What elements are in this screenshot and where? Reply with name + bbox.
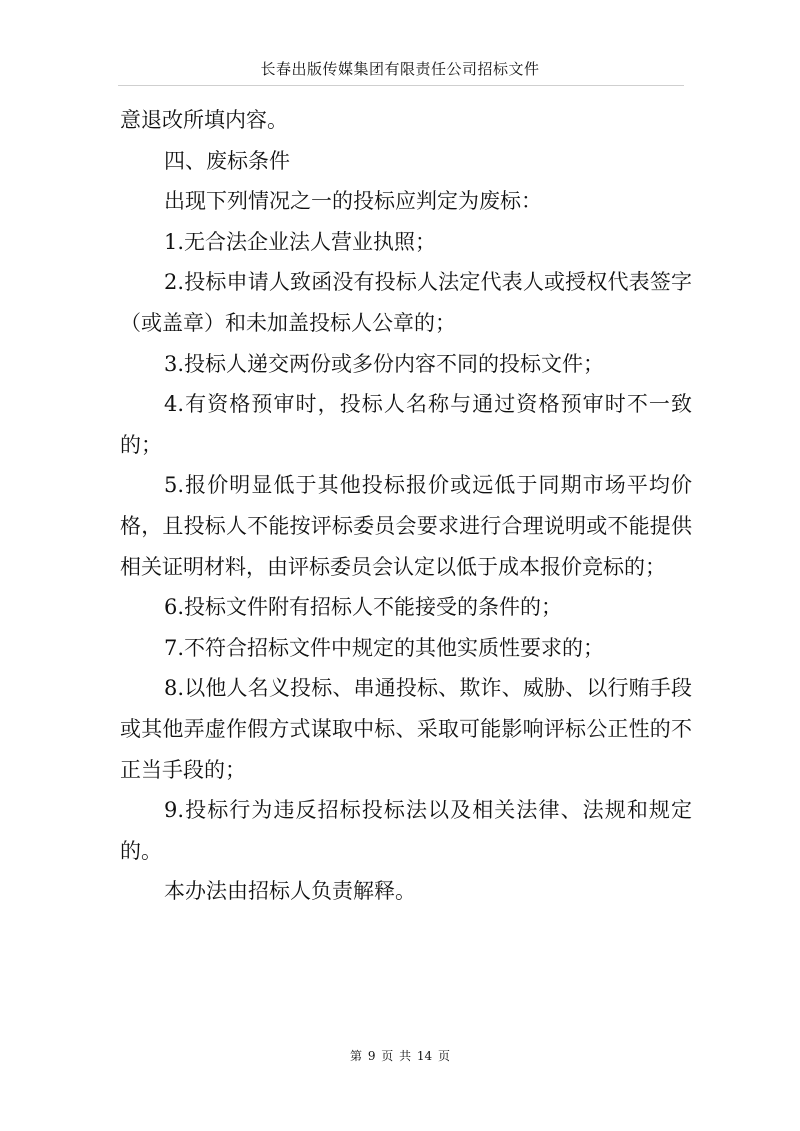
list-item-9: 9.投标行为违反招标投标法以及相关法律、法规和规定的。 (120, 798, 692, 863)
list-item-8: 8.以他人名义投标、串通投标、欺诈、威胁、以行贿手段或其他弄虚作假方式谋取中标、采取可能影响评标公正性的不正当手段的； (120, 676, 692, 782)
paragraph-intro: 出现下列情况之一的投标应判定为废标： (164, 189, 542, 214)
document-body (120, 100, 692, 912)
list-item-4: 4.有资格预审时，投标人名称与通过资格预审时不一致的； (120, 392, 692, 457)
list-item-3: 3.投标人递交两份或多份内容不同的投标文件； (164, 351, 605, 376)
list-item-6: 6.投标文件附有招标人不能接受的条件的； (164, 595, 563, 620)
header-divider (118, 85, 684, 86)
page-number: 第 9 页 共 14 页 (350, 1049, 450, 1063)
paragraph-continuation: 意退改所填内容。 (120, 108, 288, 132)
closing-statement: 本办法由招标人负责解释。 (164, 879, 416, 904)
list-item-2: 2.投标申请人致函没有投标人法定代表人或授权代表签字（或盖章）和未加盖投标人公章的； (120, 270, 692, 335)
list-item-7: 7.不符合招标文件中规定的其他实质性要求的； (164, 635, 605, 660)
page-header: 长春出版传媒集团有限责任公司招标文件 (260, 60, 540, 78)
list-item-1: 1.无合法企业法人营业执照； (164, 229, 437, 254)
section-heading: 四、废标条件 (164, 148, 290, 173)
list-item-5: 5.报价明显低于其他投标报价或远低于同期市场平均价格，且投标人不能按评标委员会要求进行合理说明或不能提供相关证明材料，由评标委员会认定以低于成本报价竞标的； (120, 473, 692, 579)
